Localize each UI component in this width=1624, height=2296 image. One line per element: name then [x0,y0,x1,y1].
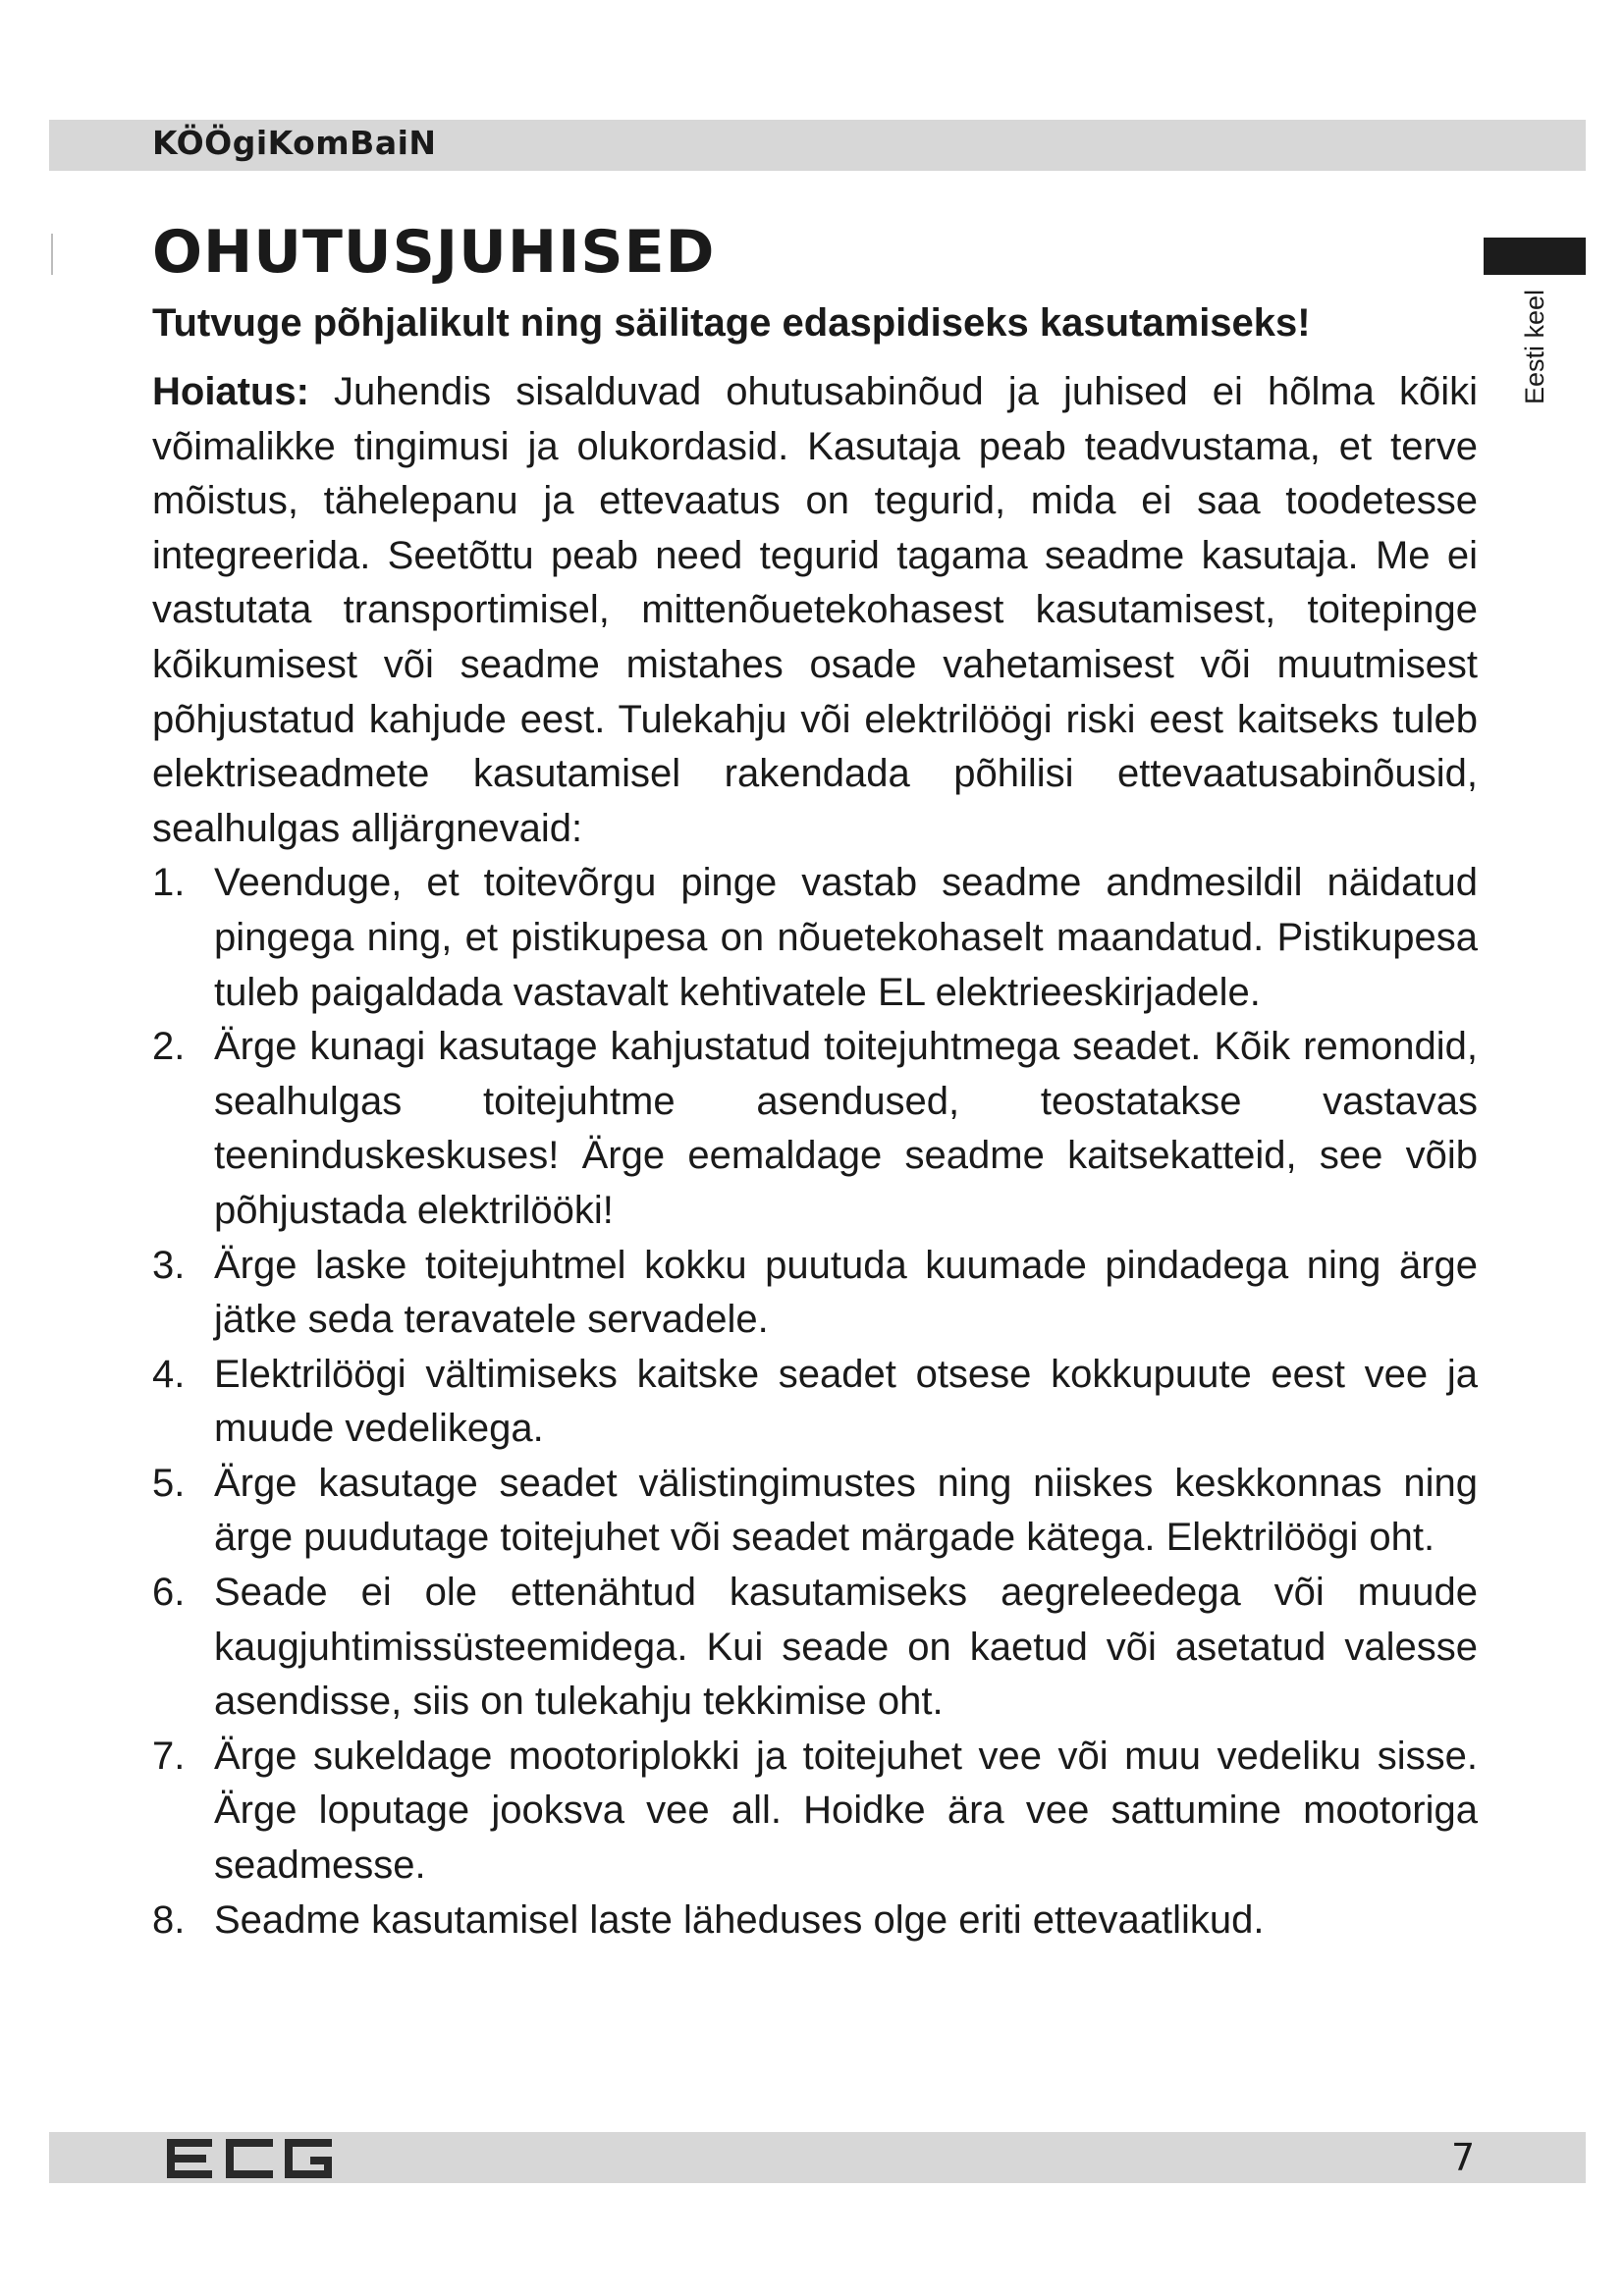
list-item [152,1730,1478,1894]
list-item [152,1457,1478,1566]
language-tab-label: Eesti keel [1520,289,1549,404]
item-text: Ärge kasutage seadet välistingimustes ning niiskes keskkonnas ning ärge puudutage toitejuhet või seadet märgade kätega. Elektrilöögi oht. [214,1461,1478,1560]
item-number: 2. [152,1025,186,1069]
intro-text: Juhendis sisalduvad ohutusabinõud ja juhised ei hõlma kõiki võimalikke tingimusi ja olukordasid. Kasutaja peab teadvustama, et terve mõistus, tähelepanu ja ettevaatus on tegurid, mida ei saa toodetesse integreerida. Seetõttu peab need tegurid tagama seadme kasutaja. Me ei vastutata transportimisel, mittenõuetekohasest kasutamisest, toitepinge kõikumisest või seadme mistahes osade vahetamisest või muutmisest põhjustatud kahjude eest. Tulekahju või elektrilöögi riski eest kaitseks tuleb elektriseadmete kasutamisel rakendada põhilisi ettevaatusabinõusid, sealhulgas alljärgnevaid: [152,370,1478,850]
intro-paragraph [152,365,1478,856]
item-text: Ärge laske toitejuhtmel kokku puutuda kuumade pindadega ning ärge jätke seda teravatele servadele. [214,1243,1478,1342]
list-item [152,1239,1478,1348]
page-title: OHUTUSJUHISED [152,218,716,287]
item-text: Veenduge, et toitevõrgu pinge vastab seadme andmesildil näidatud pingega ning, et pistikupesa on nõuetekohaselt maandatud. Pistikupesa tuleb paigaldada vastavalt kehtivatele EL elektrieeskirjadele. [214,861,1478,1014]
list-item [152,1894,1478,1949]
safety-list [152,856,1478,1948]
item-text: Seadme kasutamisel laste läheduses olge eriti ettevaatlikud. [214,1897,1265,1942]
item-text: Ärge kunagi kasutage kahjustatud toitejuhtmega seadet. Kõik remondid, sealhulgas toitejuhtme asendused, teostatakse vastavas teeninduskeskuses! Ärge eemaldage seadme kaitsekatteid, see võib põhjustada elektrilööki! [214,1025,1478,1232]
item-text: Seade ei ole ettenähtud kasutamiseks aegreleedega või muude kaugjuhtimissüsteemidega. Kui seade on kaetud või asetatud valesse asendisse, siis on tulekahju tekkimise oht. [214,1571,1478,1724]
item-number: 7. [152,1734,186,1778]
item-number: 6. [152,1571,186,1615]
item-number: 5. [152,1461,186,1505]
page-number: 7 [1451,2136,1476,2179]
list-item [152,1020,1478,1238]
item-number: 4. [152,1352,186,1396]
list-item [152,1566,1478,1730]
warning-label: Hoiatus: [152,370,309,413]
item-number: 8. [152,1897,186,1942]
list-item [152,1348,1478,1457]
subtitle: Tutvuge põhjalikult ning säilitage edaspidiseks kasutamiseks! [152,301,1311,345]
ecg-logo [167,2139,334,2178]
content [152,365,1478,1948]
item-text: Ärge sukeldage mootoriplokki ja toitejuhet vee või muu vedeliku sisse. Ärge loputage jooksva vee all. Hoidke ära vee sattumine mootoriga seadmesse. [214,1734,1478,1888]
header-title: KÖÖgiKomBaiN [152,124,437,162]
item-number: 1. [152,861,186,905]
item-number: 3. [152,1243,186,1287]
margin-tick [51,234,53,275]
item-text: Elektrilöögi vältimiseks kaitske seadet otsese kokkupuute eest vee ja muude vedelikega. [214,1352,1478,1451]
language-tab-block [1484,238,1586,275]
list-item [152,856,1478,1020]
